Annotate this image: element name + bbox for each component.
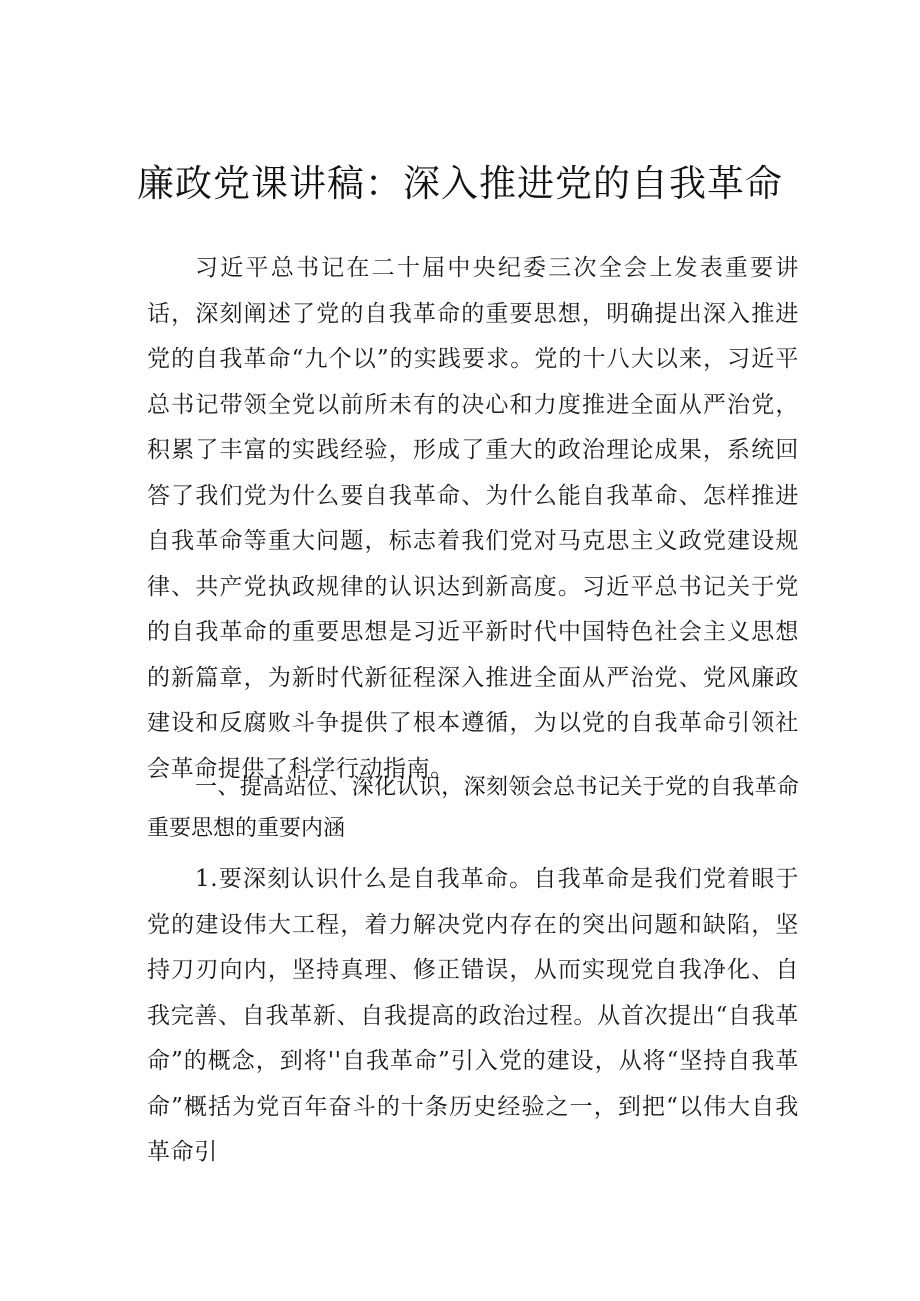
document-title: 廉政党课讲稿：深入推进党的自我革命 — [137, 162, 783, 205]
section-heading: 一、提高站位、深化认识，深刻领会总书记关于党的自我革命重要思想的重要内涵 — [147, 775, 799, 841]
intro-paragraph: 习近平总书记在二十届中央纪委三次全会上发表重要讲话，深刻阐述了党的自我革命的重要思想，明确提出深入推进党的自我革命“九个以”的实践要求。党的十八大以来，习近平总书记带领全党以前所未有的决心和力度推进全面从严治党，积累了丰富的实践经验，形成了重大的政治理论成果，系统回答了我们党为什么要自我革命、为什么能自我革命、怎样推进自我革命等重大问题，标志着我们党对马克思主义政党建设规律、共产党执政规律的认识达到新高度。习近平总书记关于党的自我革命的重要思想是习近平新时代中国特色社会主义思想的新篇章，为新时代新征程深入推进全面从严治党、党风廉政建设和反腐败斗争提供了根本遵循，为以党的自我革命引领社会革命提供了科学行动指南。 — [147, 255, 799, 782]
subsection-paragraph: 1.要深刻认识什么是自我革命。自我革命是我们党着眼于党的建设伟大工程，着力解决党内存在的突出问题和缺陷，坚持刀刃向内，坚持真理、修正错误，从而实现党自我净化、自我完善、自我革新、自我提高的政治过程。从首次提出“自我革命”的概念，到将''自我革命”引入党的建设，从将“坚持自我革命”概括为党百年奋斗的十条历史经验之一，到把“以伟大自我革命引 — [147, 866, 799, 1165]
